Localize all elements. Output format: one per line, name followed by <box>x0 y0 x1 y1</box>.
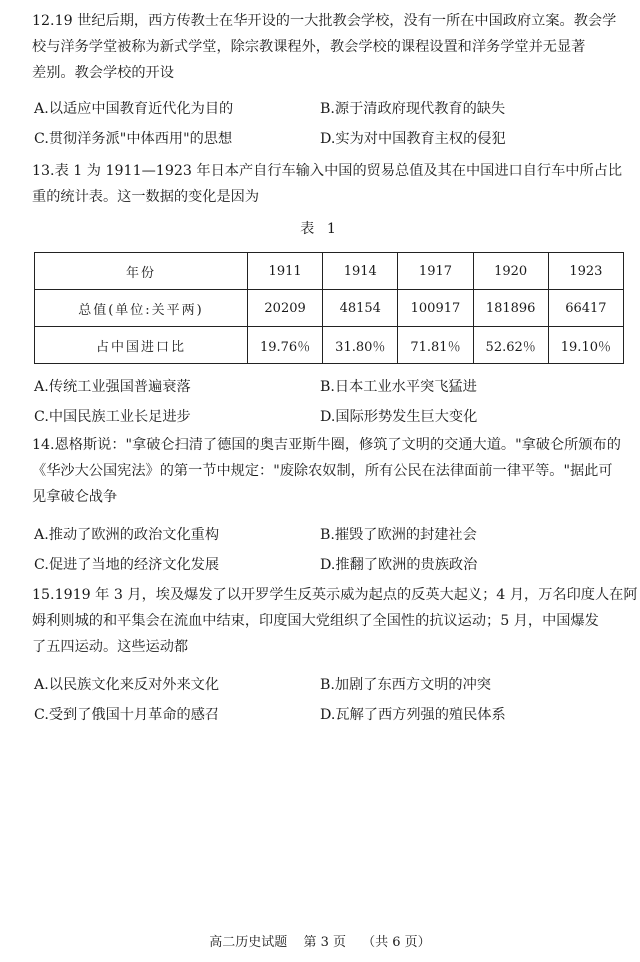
table-cell: 19.10％ <box>548 327 623 364</box>
question-15-option-c[interactable]: C.受到了俄国十月革命的感召 <box>34 707 220 723</box>
question-14-line-3: 见拿破仑战争 <box>32 489 118 505</box>
question-13-line-2: 重的统计表。这一数据的变化是因为 <box>32 189 260 205</box>
footer-page-number: 第 3 页 <box>303 935 346 950</box>
table-year: 1914 <box>323 253 398 290</box>
question-14-option-d[interactable]: D.推翻了欧洲的贵族政治 <box>320 557 478 573</box>
question-14-line-2: 《华沙大公国宪法》的第一节中规定："废除农奴制，所有公民在法律面前一律平等。"据此可 <box>32 463 613 479</box>
question-15-option-a[interactable]: A.以民族文化来反对外来文化 <box>34 677 220 693</box>
footer-total-pages: （共 6 页） <box>362 935 431 950</box>
table-year: 1920 <box>473 253 548 290</box>
question-14-option-c[interactable]: C.促进了当地的经济文化发展 <box>34 557 220 573</box>
table-row-years <box>35 253 624 290</box>
table-row-label: 总值(单位:关平两) <box>35 290 248 327</box>
question-13-stem <box>32 158 624 210</box>
table-row-share <box>35 327 624 364</box>
question-14-option-a[interactable]: A.推动了欧洲的政治文化重构 <box>34 527 220 543</box>
question-14-option-b[interactable]: B.摧毁了欧洲的封建社会 <box>320 527 477 543</box>
page-footer <box>0 931 640 950</box>
question-15-options <box>34 670 624 730</box>
table-cell: 19.76％ <box>248 327 323 364</box>
question-12-stem <box>32 8 624 86</box>
table-year: 1923 <box>548 253 623 290</box>
question-15-line-2: 姆利则城的和平集会在流血中结束，印度国大党组织了全国性的抗议运动；5 月，中国爆发 <box>32 613 599 629</box>
question-14-options <box>34 520 624 580</box>
table-cell: 48154 <box>323 290 398 327</box>
question-13-option-a[interactable]: A.传统工业强国普遍衰落 <box>34 379 191 395</box>
question-13-option-c[interactable]: C.中国民族工业长足进步 <box>34 409 191 425</box>
question-15-line-1: 15.1919 年 3 月，埃及爆发了以开罗学生反英示威为起点的反英大起义；4 月，万名印度人在阿 <box>32 587 638 603</box>
table-cell: 52.62％ <box>473 327 548 364</box>
table-cell: 181896 <box>473 290 548 327</box>
question-15-line-3: 了五四运动。这些运动都 <box>32 639 189 655</box>
table-1-title: 表 1 <box>300 221 340 237</box>
question-12-line-2: 校与洋务学堂被称为新式学堂，除宗教课程外，教会学校的课程设置和洋务学堂并无显著 <box>32 39 586 55</box>
question-14-stem <box>32 432 624 510</box>
question-15-option-d[interactable]: D.瓦解了西方列强的殖民体系 <box>320 707 506 723</box>
table-1 <box>34 252 624 364</box>
table-cell: 66417 <box>548 290 623 327</box>
table-year: 1911 <box>248 253 323 290</box>
table-header-label: 年份 <box>35 253 248 290</box>
question-12-line-1: 12.19 世纪后期，西方传教士在华开设的一大批教会学校，没有一所在中国政府立案。教会学 <box>32 13 617 29</box>
table-cell: 71.81％ <box>398 327 473 364</box>
table-row-total <box>35 290 624 327</box>
question-12-line-3: 差别。教会学校的开设 <box>32 65 174 81</box>
question-12-option-d[interactable]: D.实为对中国教育主权的侵犯 <box>320 131 506 147</box>
question-13-option-b[interactable]: B.日本工业水平突飞猛进 <box>320 379 477 395</box>
question-13-line-1: 13.表 1 为 1911—1923 年日本产自行车输入中国的贸易总值及其在中国进口自行车中所占比 <box>32 163 623 179</box>
question-13-option-d[interactable]: D.国际形势发生巨大变化 <box>320 409 478 425</box>
question-12-option-c[interactable]: C.贯彻洋务派"中体西用"的思想 <box>34 131 233 147</box>
question-12-option-a[interactable]: A.以适应中国教育近代化为目的 <box>34 101 234 117</box>
table-year: 1917 <box>398 253 473 290</box>
question-15-stem <box>32 582 638 660</box>
table-row-label: 占中国进口比 <box>35 327 248 364</box>
question-13-options <box>34 372 624 432</box>
question-12-options <box>34 94 624 154</box>
question-15-option-b[interactable]: B.加剧了东西方文明的冲突 <box>320 677 491 693</box>
table-cell: 100917 <box>398 290 473 327</box>
question-12-option-b[interactable]: B.源于清政府现代教育的缺失 <box>320 101 506 117</box>
footer-subject: 高二历史试题 <box>209 935 288 950</box>
table-cell: 31.80％ <box>323 327 398 364</box>
table-cell: 20209 <box>248 290 323 327</box>
question-14-line-1: 14.恩格斯说："拿破仑扫清了德国的奥吉亚斯牛圈，修筑了文明的交通大道。"拿破仑所颁布的 <box>32 437 621 453</box>
